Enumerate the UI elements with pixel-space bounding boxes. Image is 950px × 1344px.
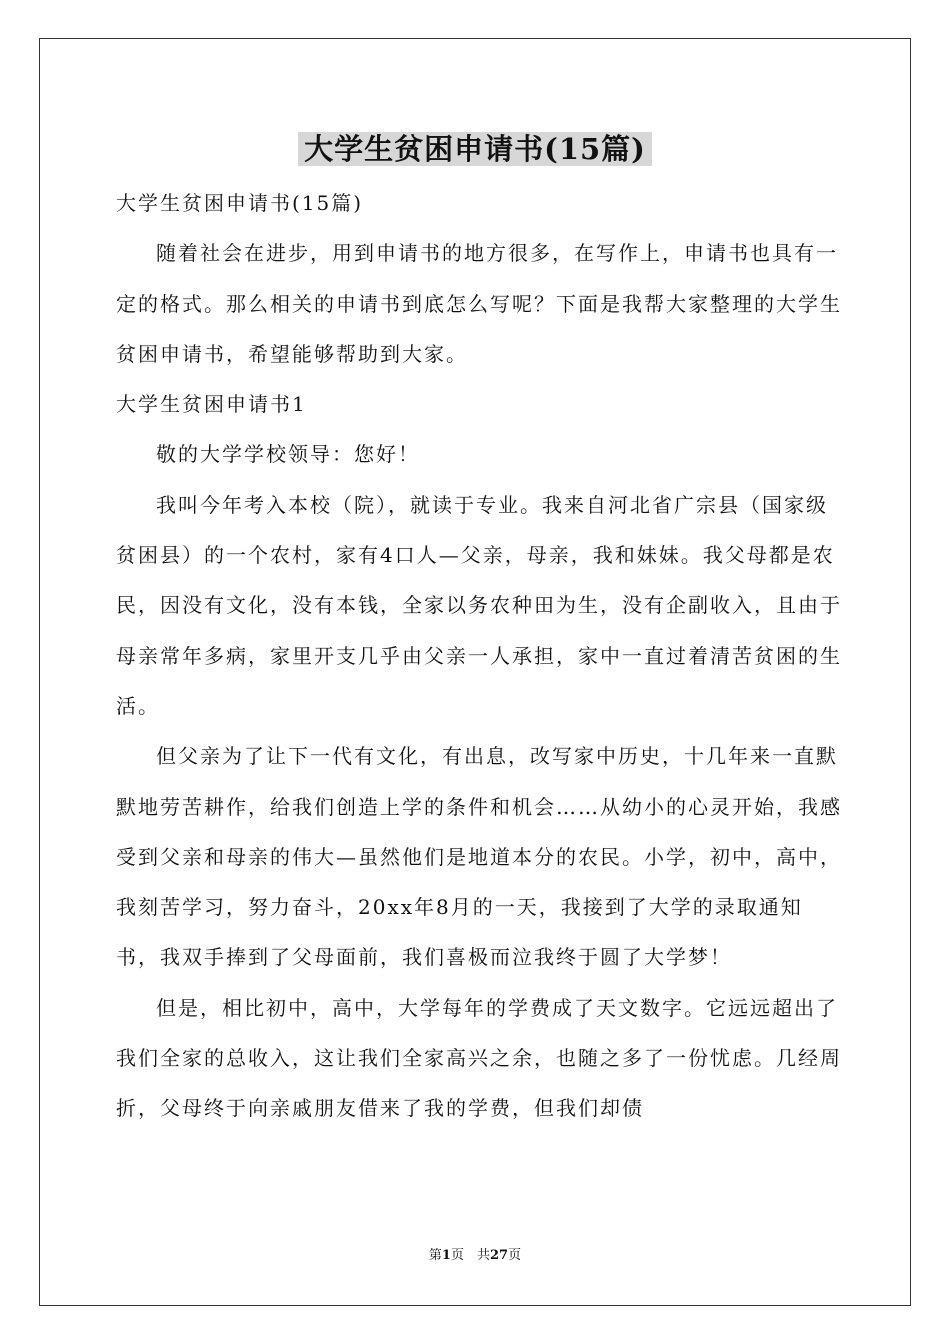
page-footer xyxy=(0,1246,950,1266)
title-text: 大学生贫困申请书(15篇) xyxy=(298,132,652,166)
footer-page-number: 1 xyxy=(441,1248,451,1263)
footer-mid: 页 共 xyxy=(450,1248,490,1263)
letter-salutation: 敬的大学学校领导：您好！ xyxy=(156,442,420,467)
letter-paragraph-1: 我叫今年考入本校（院），就读于专业。我来自河北省广宗县（国家级贫困县）的一个农村，家有4口人—父亲，母亲，我和妹妹。我父母都是农民，因没有文化，没有本钱，全家以务农种田为生，没有企副收入，且由于母亲常年多病，家里开支几乎由父亲一人承担，家中一直过着清苦贫困的生活。 xyxy=(116,492,842,718)
document-body xyxy=(116,178,846,1134)
document-title xyxy=(0,126,950,172)
footer-prefix: 第 xyxy=(428,1248,442,1263)
footer-suffix: 页 xyxy=(508,1248,522,1263)
footer-total-pages: 27 xyxy=(489,1248,509,1263)
letter-paragraph-2: 但父亲为了让下一代有文化，有出息，改写家中历史，十几年来一直默默地劳苦耕作，给我们创造上学的条件和机会……从幼小的心灵开始，我感受到父亲和母亲的伟大—虽然他们是地道本分的农民。小学，初中，高中，我刻苦学习，努力奋斗，20xx年8月的一天，我接到了大学的录取通知书，我双手捧到了父母面前，我们喜极而泣我终于圆了大学梦！ xyxy=(116,744,842,970)
intro-paragraph: 随着社会在进步，用到申请书的地方很多，在写作上，申请书也具有一定的格式。那么相关的申请书到底怎么写呢？下面是我帮大家整理的大学生贫困申请书，希望能够帮助到大家。 xyxy=(116,241,842,366)
section-heading: 大学生贫困申请书1 xyxy=(116,392,307,417)
subtitle: 大学生贫困申请书(15篇) xyxy=(116,191,364,215)
letter-paragraph-3: 但是，相比初中，高中，大学每年的学费成了天文数字。它远远超出了我们全家的总收入，这让我们全家高兴之余，也随之多了一份忧虑。几经周折，父母终于向亲戚朋友借来了我的学费，但我们却债 xyxy=(116,995,842,1121)
